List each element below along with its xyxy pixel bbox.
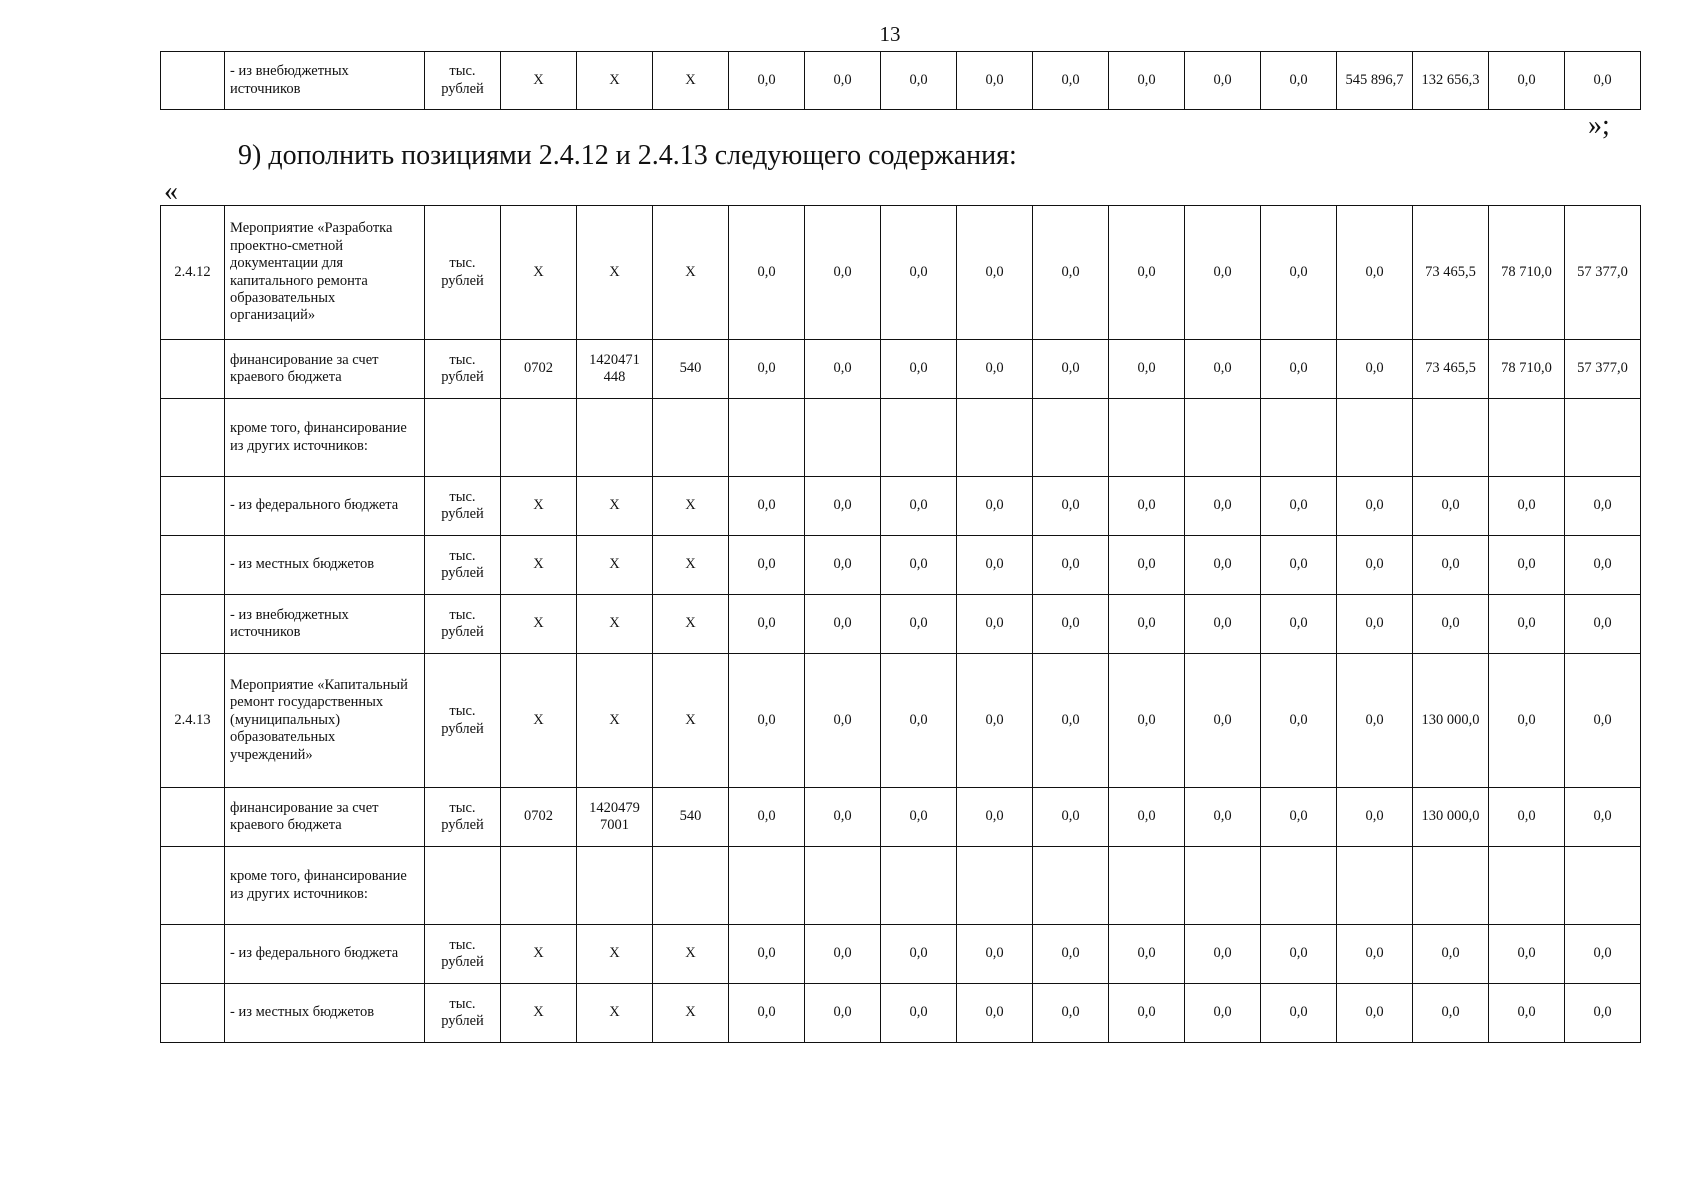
value-cell: 0,0 xyxy=(1109,536,1185,595)
table-row xyxy=(161,52,1641,110)
value-cell: 0,0 xyxy=(1565,595,1641,654)
value-cell: 0,0 xyxy=(957,340,1033,399)
value-cell xyxy=(729,847,805,925)
row-target-code: 1420479 7001 xyxy=(577,788,653,847)
value-cell: 0,0 xyxy=(957,206,1033,340)
row-target-code: Х xyxy=(577,536,653,595)
value-cell: 0,0 xyxy=(1337,788,1413,847)
value-cell: 0,0 xyxy=(881,52,957,110)
value-cell: 0,0 xyxy=(729,925,805,984)
value-cell: 0,0 xyxy=(1109,595,1185,654)
row-unit xyxy=(425,847,501,925)
value-cell: 0,0 xyxy=(1261,52,1337,110)
value-cell: 0,0 xyxy=(1185,536,1261,595)
row-unit: тыс. рублей xyxy=(425,654,501,788)
row-name: кроме того, финансирование из других источников: xyxy=(225,399,425,477)
value-cell: 0,0 xyxy=(1337,477,1413,536)
table-row xyxy=(161,654,1641,788)
value-cell: 0,0 xyxy=(957,984,1033,1043)
row-name: - из внебюджетных источников xyxy=(225,595,425,654)
value-cell: 57 377,0 xyxy=(1565,206,1641,340)
value-cell xyxy=(1033,847,1109,925)
value-cell: 0,0 xyxy=(1565,925,1641,984)
row-name: - из местных бюджетов xyxy=(225,536,425,595)
value-cell: 0,0 xyxy=(1033,984,1109,1043)
value-cell: 545 896,7 xyxy=(1337,52,1413,110)
row-expense-code xyxy=(653,399,729,477)
value-cell: 0,0 xyxy=(957,654,1033,788)
row-target-code: Х xyxy=(577,925,653,984)
instruction-heading: 9) дополнить позициями 2.4.12 и 2.4.13 следующего содержания: xyxy=(238,140,1017,171)
row-code xyxy=(161,340,225,399)
table-row xyxy=(161,595,1641,654)
row-unit: тыс. рублей xyxy=(425,206,501,340)
value-cell: 0,0 xyxy=(1337,536,1413,595)
value-cell xyxy=(1185,847,1261,925)
value-cell xyxy=(805,847,881,925)
value-cell: 0,0 xyxy=(729,206,805,340)
row-unit: тыс. рублей xyxy=(425,340,501,399)
value-cell: 0,0 xyxy=(1033,536,1109,595)
value-cell: 0,0 xyxy=(1109,340,1185,399)
row-expense-code: Х xyxy=(653,654,729,788)
value-cell: 0,0 xyxy=(957,595,1033,654)
value-cell: 0,0 xyxy=(1489,477,1565,536)
value-cell: 0,0 xyxy=(805,340,881,399)
value-cell: 0,0 xyxy=(1337,654,1413,788)
row-name: Мероприятие «Разработка проектно-сметной документации для капитального ремонта образовательных организаций» xyxy=(225,206,425,340)
value-cell: 0,0 xyxy=(1413,925,1489,984)
table-row xyxy=(161,536,1641,595)
table-row xyxy=(161,984,1641,1043)
value-cell: 0,0 xyxy=(881,536,957,595)
value-cell xyxy=(881,399,957,477)
table-row xyxy=(161,206,1641,340)
row-code xyxy=(161,52,225,110)
row-name: финансирование за счет краевого бюджета xyxy=(225,340,425,399)
value-cell: 0,0 xyxy=(805,788,881,847)
value-cell: 0,0 xyxy=(805,206,881,340)
row-name: - из местных бюджетов xyxy=(225,984,425,1043)
opening-quote: « xyxy=(164,176,178,207)
value-cell: 0,0 xyxy=(1109,654,1185,788)
row-code xyxy=(161,477,225,536)
row-unit: тыс. рублей xyxy=(425,477,501,536)
value-cell: 0,0 xyxy=(1185,595,1261,654)
row-section-code: 0702 xyxy=(501,788,577,847)
value-cell: 0,0 xyxy=(1337,925,1413,984)
value-cell: 0,0 xyxy=(1337,206,1413,340)
row-expense-code: Х xyxy=(653,984,729,1043)
value-cell: 0,0 xyxy=(1413,984,1489,1043)
value-cell: 0,0 xyxy=(1261,984,1337,1043)
row-name: - из федерального бюджета xyxy=(225,477,425,536)
row-unit: тыс. рублей xyxy=(425,595,501,654)
value-cell: 0,0 xyxy=(805,477,881,536)
table-row xyxy=(161,477,1641,536)
value-cell: 0,0 xyxy=(1565,984,1641,1043)
row-unit: тыс. рублей xyxy=(425,788,501,847)
value-cell: 0,0 xyxy=(881,925,957,984)
value-cell: 0,0 xyxy=(1565,52,1641,110)
value-cell: 0,0 xyxy=(1261,340,1337,399)
row-code xyxy=(161,925,225,984)
row-expense-code xyxy=(653,847,729,925)
table-row xyxy=(161,340,1641,399)
value-cell xyxy=(957,399,1033,477)
row-unit xyxy=(425,399,501,477)
row-target-code: Х xyxy=(577,595,653,654)
value-cell: 0,0 xyxy=(1565,536,1641,595)
value-cell: 0,0 xyxy=(1489,536,1565,595)
value-cell xyxy=(957,847,1033,925)
value-cell: 0,0 xyxy=(1109,925,1185,984)
value-cell: 0,0 xyxy=(1489,654,1565,788)
value-cell: 0,0 xyxy=(1033,595,1109,654)
row-section-code: Х xyxy=(501,595,577,654)
value-cell: 130 000,0 xyxy=(1413,788,1489,847)
value-cell xyxy=(1565,847,1641,925)
row-section-code: Х xyxy=(501,984,577,1043)
value-cell: 0,0 xyxy=(729,536,805,595)
value-cell xyxy=(729,399,805,477)
row-section-code: Х xyxy=(501,52,577,110)
value-cell xyxy=(1261,399,1337,477)
value-cell xyxy=(1489,847,1565,925)
value-cell: 0,0 xyxy=(1185,788,1261,847)
row-expense-code: Х xyxy=(653,925,729,984)
table-row xyxy=(161,925,1641,984)
row-code xyxy=(161,536,225,595)
value-cell: 0,0 xyxy=(957,536,1033,595)
value-cell xyxy=(1337,847,1413,925)
row-section-code xyxy=(501,399,577,477)
table-row xyxy=(161,399,1641,477)
row-code: 2.4.12 xyxy=(161,206,225,340)
value-cell: 0,0 xyxy=(1489,984,1565,1043)
value-cell: 0,0 xyxy=(957,477,1033,536)
row-expense-code: Х xyxy=(653,477,729,536)
value-cell: 0,0 xyxy=(1109,984,1185,1043)
value-cell: 0,0 xyxy=(1033,52,1109,110)
value-cell: 0,0 xyxy=(881,340,957,399)
row-expense-code: 540 xyxy=(653,788,729,847)
row-target-code: 1420471 448 xyxy=(577,340,653,399)
value-cell: 0,0 xyxy=(729,788,805,847)
value-cell: 0,0 xyxy=(1413,536,1489,595)
value-cell xyxy=(1337,399,1413,477)
value-cell: 0,0 xyxy=(1565,654,1641,788)
main-table xyxy=(160,205,1641,1043)
top-table-fragment xyxy=(160,51,1641,110)
row-unit: тыс. рублей xyxy=(425,52,501,110)
value-cell: 0,0 xyxy=(957,925,1033,984)
value-cell: 0,0 xyxy=(881,595,957,654)
value-cell xyxy=(1413,399,1489,477)
row-section-code: Х xyxy=(501,654,577,788)
row-target-code xyxy=(577,399,653,477)
value-cell: 0,0 xyxy=(729,595,805,654)
value-cell: 0,0 xyxy=(1033,340,1109,399)
value-cell: 0,0 xyxy=(805,595,881,654)
value-cell: 0,0 xyxy=(729,52,805,110)
value-cell: 0,0 xyxy=(957,788,1033,847)
value-cell: 0,0 xyxy=(881,788,957,847)
row-name: финансирование за счет краевого бюджета xyxy=(225,788,425,847)
value-cell: 0,0 xyxy=(881,477,957,536)
value-cell: 0,0 xyxy=(1185,206,1261,340)
value-cell: 0,0 xyxy=(1185,654,1261,788)
value-cell: 0,0 xyxy=(729,340,805,399)
value-cell: 0,0 xyxy=(1565,788,1641,847)
value-cell: 0,0 xyxy=(1489,788,1565,847)
value-cell: 0,0 xyxy=(1337,340,1413,399)
value-cell: 0,0 xyxy=(1033,477,1109,536)
value-cell: 0,0 xyxy=(1261,595,1337,654)
row-section-code: Х xyxy=(501,925,577,984)
row-section-code: Х xyxy=(501,206,577,340)
value-cell: 0,0 xyxy=(881,654,957,788)
table-row xyxy=(161,788,1641,847)
value-cell: 0,0 xyxy=(1185,925,1261,984)
value-cell: 0,0 xyxy=(1033,206,1109,340)
value-cell: 0,0 xyxy=(805,654,881,788)
value-cell: 0,0 xyxy=(1185,52,1261,110)
value-cell: 0,0 xyxy=(1109,206,1185,340)
row-code: 2.4.13 xyxy=(161,654,225,788)
value-cell: 0,0 xyxy=(1185,340,1261,399)
page-number: 13 xyxy=(879,22,901,46)
value-cell xyxy=(1185,399,1261,477)
value-cell: 0,0 xyxy=(1185,477,1261,536)
row-target-code: Х xyxy=(577,52,653,110)
value-cell: 0,0 xyxy=(881,206,957,340)
row-code xyxy=(161,595,225,654)
value-cell: 130 000,0 xyxy=(1413,654,1489,788)
value-cell: 78 710,0 xyxy=(1489,340,1565,399)
value-cell: 0,0 xyxy=(805,984,881,1043)
row-expense-code: Х xyxy=(653,52,729,110)
row-name: Мероприятие «Капитальный ремонт государственных (муниципальных) образовательных учреждений» xyxy=(225,654,425,788)
row-expense-code: Х xyxy=(653,536,729,595)
value-cell xyxy=(881,847,957,925)
row-unit: тыс. рублей xyxy=(425,925,501,984)
row-code xyxy=(161,788,225,847)
value-cell: 0,0 xyxy=(1337,595,1413,654)
value-cell: 0,0 xyxy=(1261,788,1337,847)
closing-quote: »; xyxy=(1588,110,1610,141)
row-section-code: Х xyxy=(501,536,577,595)
row-target-code: Х xyxy=(577,654,653,788)
value-cell: 0,0 xyxy=(805,925,881,984)
value-cell: 0,0 xyxy=(1261,925,1337,984)
value-cell xyxy=(1413,847,1489,925)
value-cell: 0,0 xyxy=(1109,477,1185,536)
value-cell: 0,0 xyxy=(1337,984,1413,1043)
row-target-code: Х xyxy=(577,206,653,340)
value-cell: 73 465,5 xyxy=(1413,206,1489,340)
value-cell: 0,0 xyxy=(729,477,805,536)
row-expense-code: Х xyxy=(653,206,729,340)
row-target-code xyxy=(577,847,653,925)
value-cell: 57 377,0 xyxy=(1565,340,1641,399)
value-cell: 0,0 xyxy=(1489,925,1565,984)
value-cell: 132 656,3 xyxy=(1413,52,1489,110)
row-section-code: 0702 xyxy=(501,340,577,399)
value-cell: 0,0 xyxy=(1185,984,1261,1043)
row-section-code xyxy=(501,847,577,925)
value-cell: 0,0 xyxy=(957,52,1033,110)
value-cell: 0,0 xyxy=(1261,477,1337,536)
value-cell: 0,0 xyxy=(1489,595,1565,654)
value-cell: 0,0 xyxy=(1033,925,1109,984)
value-cell: 0,0 xyxy=(1033,788,1109,847)
row-code xyxy=(161,399,225,477)
value-cell xyxy=(805,399,881,477)
value-cell: 0,0 xyxy=(1413,477,1489,536)
row-expense-code: 540 xyxy=(653,340,729,399)
row-unit: тыс. рублей xyxy=(425,536,501,595)
value-cell: 0,0 xyxy=(1033,654,1109,788)
value-cell: 0,0 xyxy=(1109,788,1185,847)
value-cell xyxy=(1565,399,1641,477)
value-cell: 0,0 xyxy=(805,536,881,595)
row-unit: тыс. рублей xyxy=(425,984,501,1043)
value-cell xyxy=(1261,847,1337,925)
row-target-code: Х xyxy=(577,984,653,1043)
row-code xyxy=(161,984,225,1043)
value-cell xyxy=(1109,399,1185,477)
value-cell xyxy=(1109,847,1185,925)
value-cell: 0,0 xyxy=(1413,595,1489,654)
row-target-code: Х xyxy=(577,477,653,536)
value-cell: 0,0 xyxy=(729,654,805,788)
row-code xyxy=(161,847,225,925)
value-cell xyxy=(1033,399,1109,477)
row-section-code: Х xyxy=(501,477,577,536)
row-name: - из федерального бюджета xyxy=(225,925,425,984)
value-cell: 0,0 xyxy=(1261,206,1337,340)
value-cell: 0,0 xyxy=(881,984,957,1043)
row-name: - из внебюджетных источников xyxy=(225,52,425,110)
value-cell: 0,0 xyxy=(1109,52,1185,110)
value-cell xyxy=(1489,399,1565,477)
value-cell: 0,0 xyxy=(805,52,881,110)
value-cell: 0,0 xyxy=(729,984,805,1043)
value-cell: 0,0 xyxy=(1261,536,1337,595)
row-expense-code: Х xyxy=(653,595,729,654)
table-row xyxy=(161,847,1641,925)
value-cell: 0,0 xyxy=(1489,52,1565,110)
value-cell: 73 465,5 xyxy=(1413,340,1489,399)
value-cell: 0,0 xyxy=(1565,477,1641,536)
value-cell: 78 710,0 xyxy=(1489,206,1565,340)
value-cell: 0,0 xyxy=(1261,654,1337,788)
row-name: кроме того, финансирование из других источников: xyxy=(225,847,425,925)
